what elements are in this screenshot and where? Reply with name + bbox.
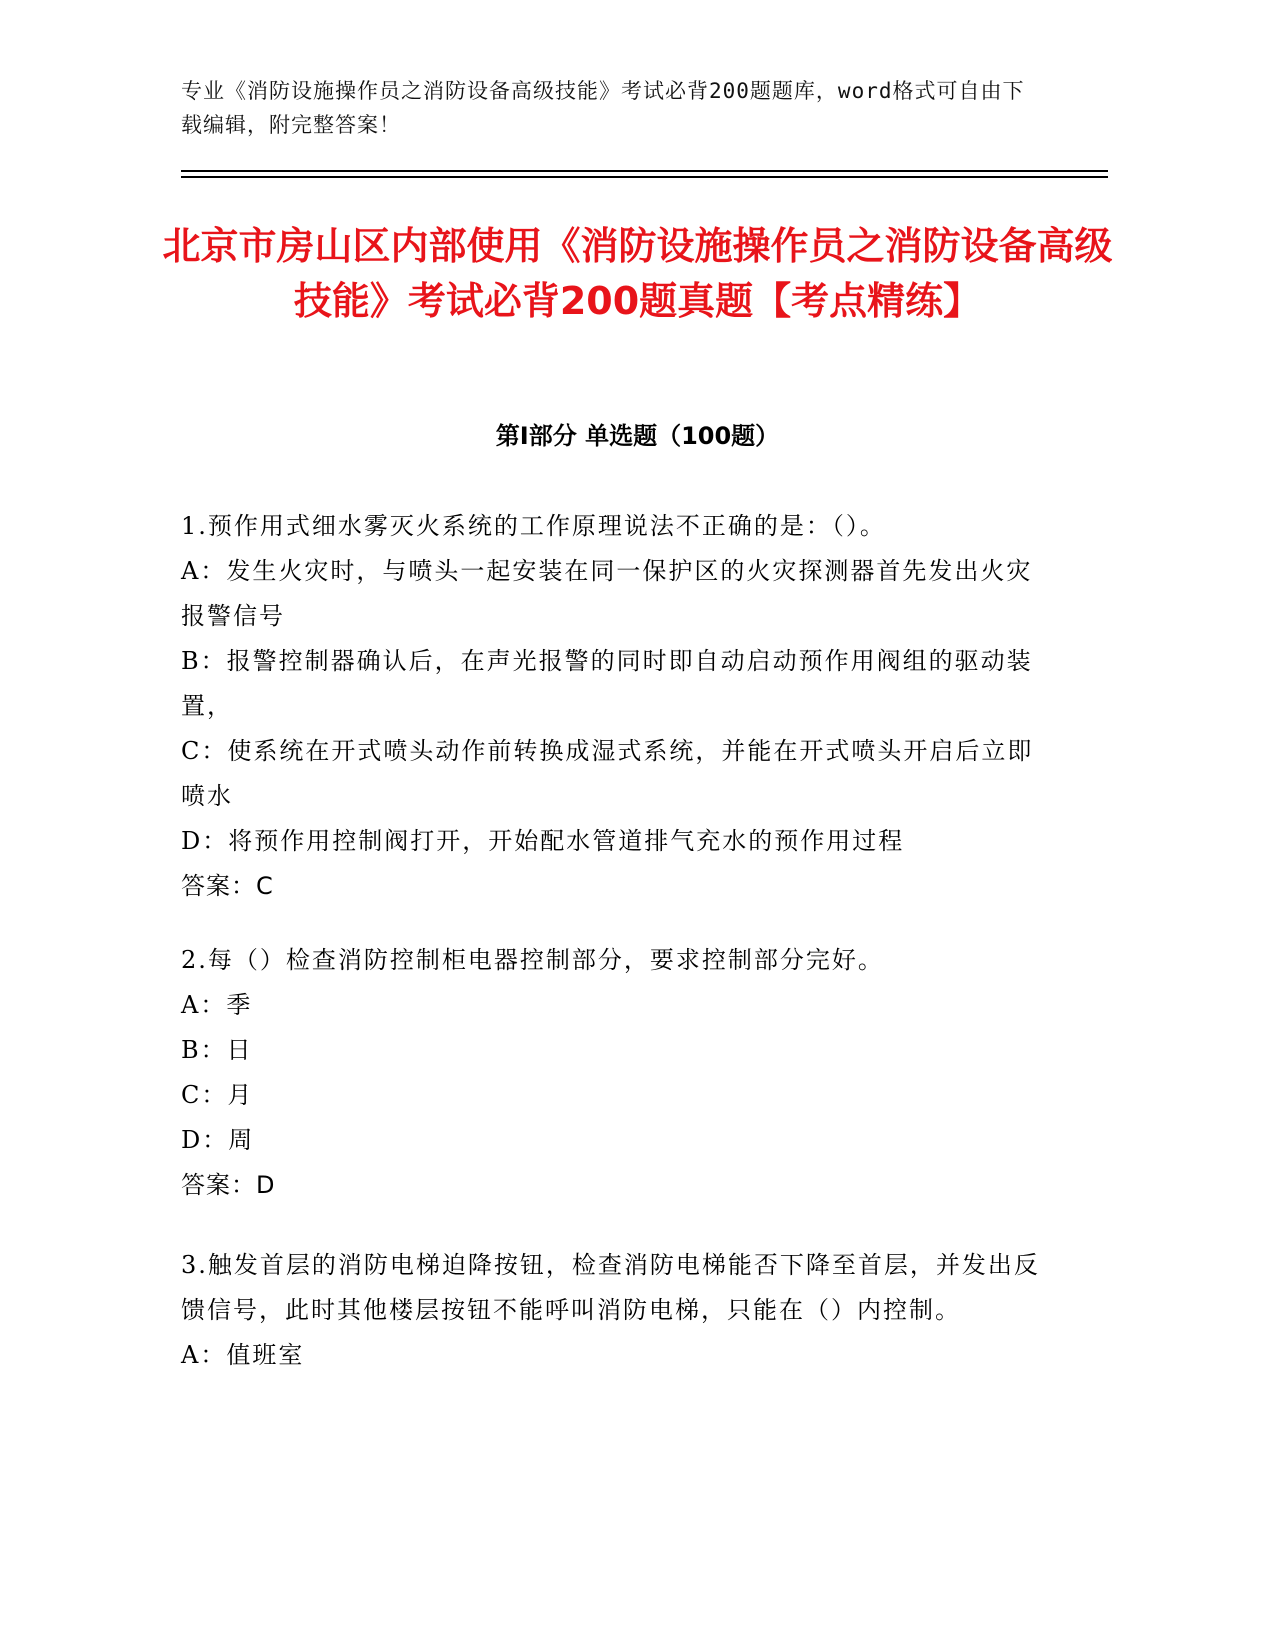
question-3 [181,1243,1041,1378]
option-c: C：月 [181,1081,254,1109]
question-stem: 1.预作用式细水雾灭火系统的工作原理说法不正确的是：（）。 [181,512,886,540]
option-a: A：值班室 [181,1341,305,1369]
question-2 [181,938,1041,1208]
header-divider-bottom [181,176,1108,178]
option-d: D：周 [181,1126,255,1154]
option-a: A：发生火灾时，与喷头一起安装在同一保护区的火灾探测器首先发出火灾报警信号 [181,557,1033,630]
header-divider-top [181,170,1108,172]
section-title: 第Ⅰ部分 单选题（100题） [495,422,780,450]
answer-line: 答案：D [181,1171,276,1199]
option-b: B：报警控制器确认后，在声光报警的同时即自动启动预作用阀组的驱动装置， [181,647,1033,720]
option-c: C：使系统在开式喷头动作前转换成湿式系统，并能在开式喷头开启后立即喷水 [181,737,1034,810]
answer-line: 答案：C [181,872,274,900]
question-stem: 3.触发首层的消防电梯迫降按钮，检查消防电梯能否下降至首层，并发出反馈信号，此时其他楼层按钮不能呼叫消防电梯，只能在（）内控制。 [181,1251,1040,1324]
question-stem: 2.每（）检查消防控制柜电器控制部分，要求控制部分完好。 [181,946,884,974]
document-title: 北京市房山区内部使用《消防设施操作员之消防设备高级技能》考试必背200题真题【考点精练】 [162,224,1113,323]
option-b: B：日 [181,1036,253,1064]
question-1 [181,504,1041,909]
option-a: A：季 [181,991,253,1019]
header-note: 专业《消防设施操作员之消防设备高级技能》考试必背200题题库，word格式可自由下载编辑，附完整答案！ [181,79,1025,137]
option-d: D：将预作用控制阀打开，开始配水管道排气充水的预作用过程 [181,827,905,855]
